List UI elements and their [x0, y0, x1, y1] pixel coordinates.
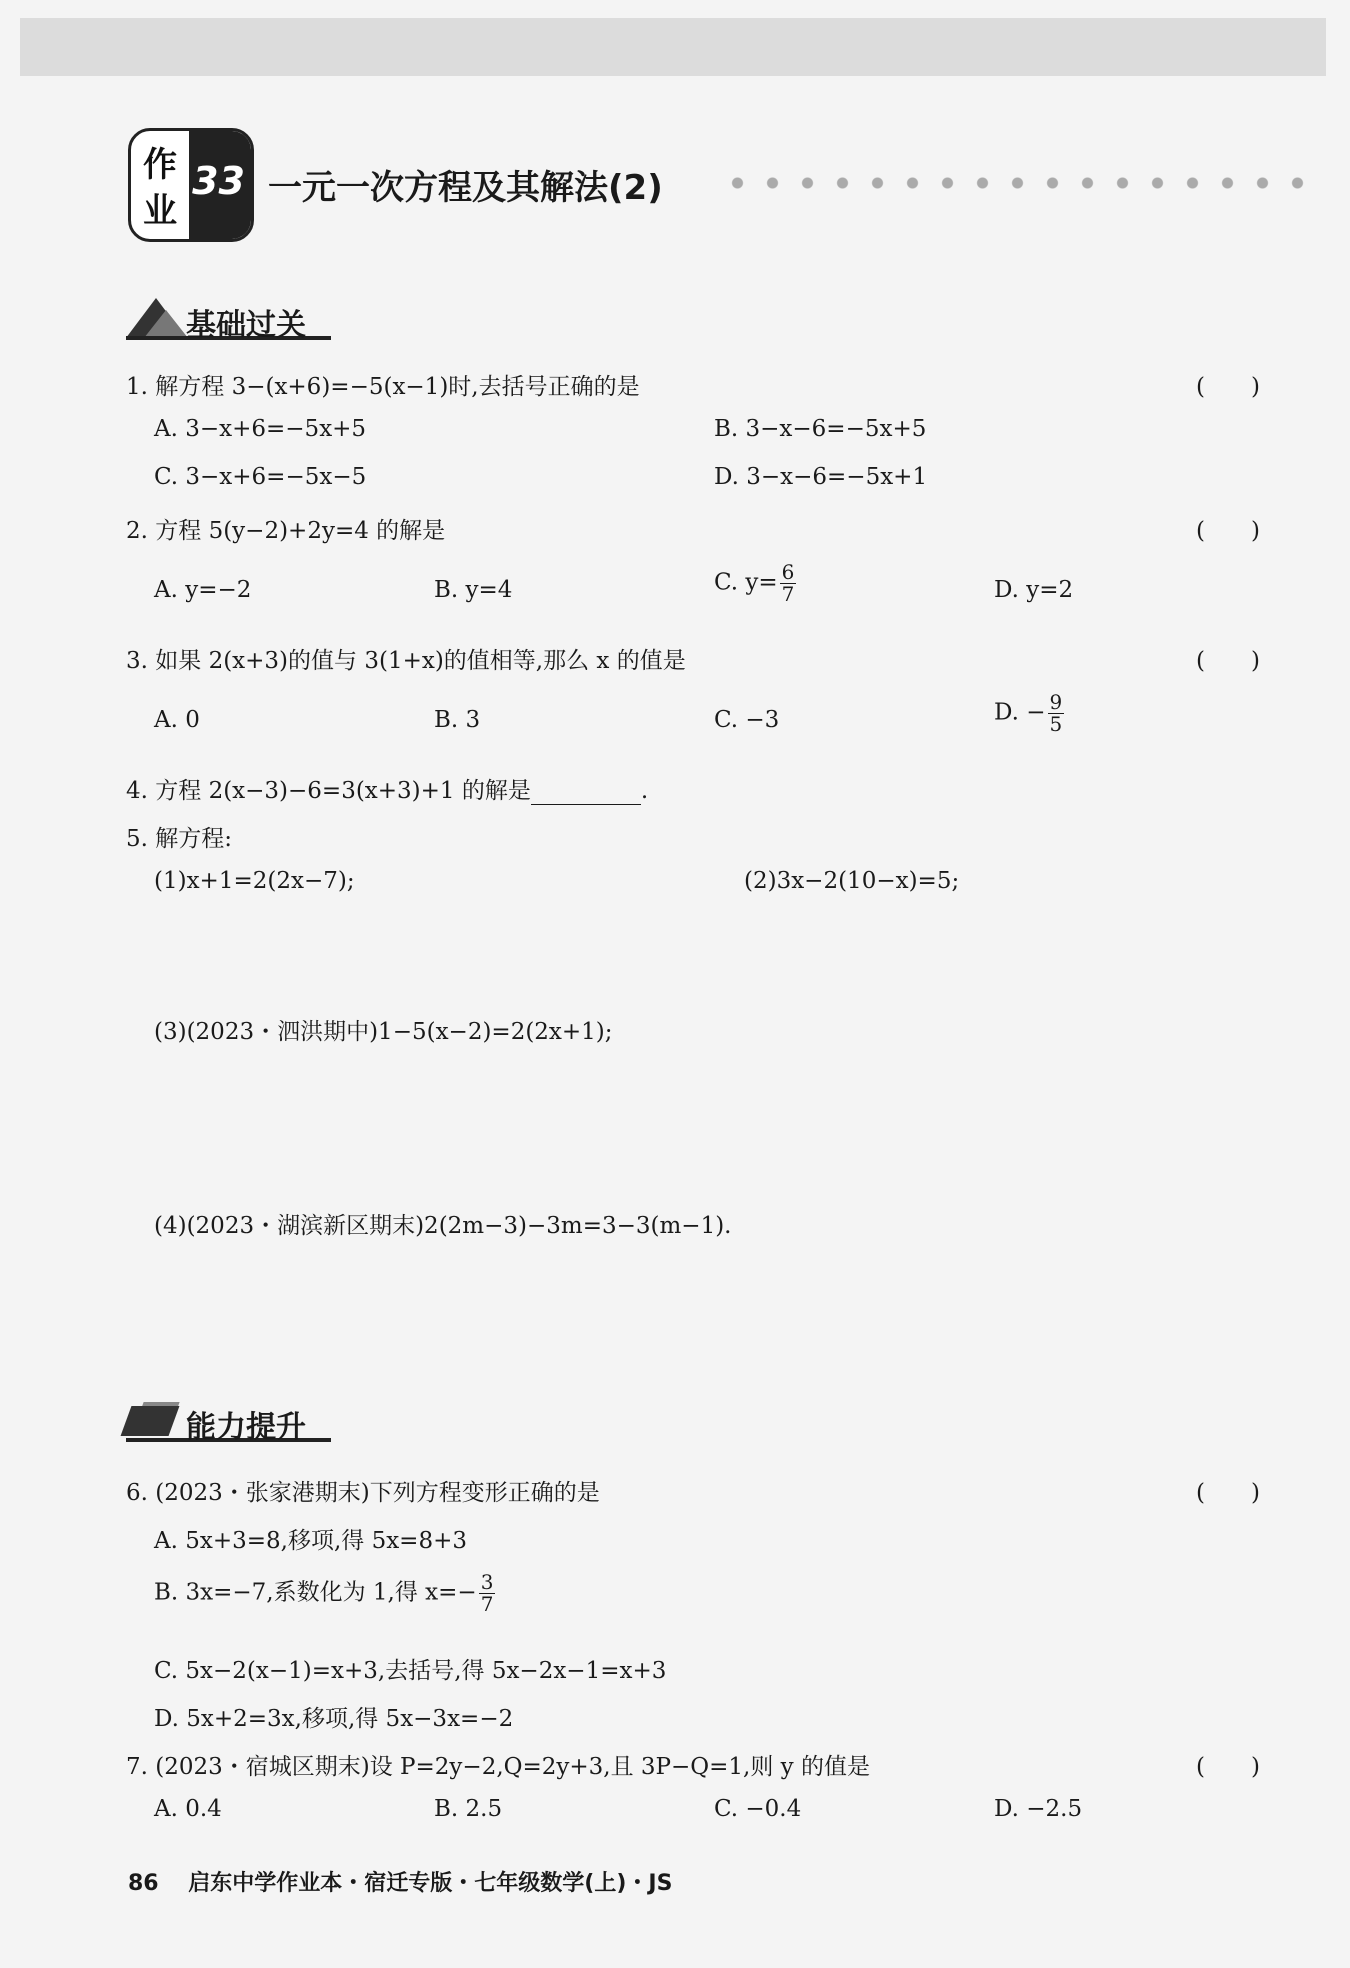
page-number: 86	[128, 1871, 159, 1896]
q3-option-d-fraction	[1048, 692, 1065, 735]
q6-option-a[interactable]: A. 5x+3=8,移项,得 5x=8+3	[154, 1528, 467, 1554]
q6-answer-paren[interactable]: ( )	[1196, 1480, 1260, 1506]
q6-option-c[interactable]: C. 5x−2(x−1)=x+3,去括号,得 5x−2x−1=x+3	[154, 1658, 667, 1684]
page-footer	[128, 1866, 672, 1897]
q2-option-c[interactable]	[714, 562, 798, 605]
triangle-icon-inner	[144, 310, 188, 338]
q6-option-b-fraction	[479, 1572, 496, 1615]
section-label: 能力提升	[186, 1410, 306, 1445]
q2-option-c-fraction	[780, 562, 797, 605]
q1-option-d[interactable]: D. 3−x−6=−5x+1	[714, 464, 928, 490]
q7-option-a[interactable]: A. 0.4	[154, 1796, 222, 1822]
q4-stem: 4. 方程 2(x−3)−6=3(x+3)+1 的解是	[126, 778, 531, 804]
q2-option-a[interactable]: A. y=−2	[154, 577, 252, 603]
q6-b-numerator: 3	[480, 1570, 494, 1594]
q6-option-b-prefix: B. 3x=−7,系数化为 1,得 x=−	[154, 1579, 477, 1606]
q3-option-c[interactable]: C. −3	[714, 707, 780, 733]
q7-stem: 7. (2023・宿城区期末)设 P=2y−2,Q=2y+3,且 3P−Q=1,则 y 的值是	[126, 1754, 870, 1780]
q1-answer-paren[interactable]: ( )	[1196, 374, 1260, 400]
q3-option-d-prefix: D. −	[994, 699, 1046, 726]
q7-answer-paren[interactable]: ( )	[1196, 1754, 1260, 1780]
q3-stem: 3. 如果 2(x+3)的值与 3(1+x)的值相等,那么 x 的值是	[126, 648, 686, 674]
q5-stem: 5. 解方程:	[126, 826, 233, 852]
title-dots-decoration	[720, 176, 1320, 190]
q1-option-b[interactable]: B. 3−x−6=−5x+5	[714, 416, 927, 442]
block-icon	[121, 1406, 180, 1436]
footer-book-title: 启东中学作业本・宿迁专版・七年级数学(上)・JS	[188, 1871, 673, 1896]
badge-zuo: 作	[143, 145, 177, 185]
section-header-basic	[126, 300, 346, 343]
q5-part-1: (1)x+1=2(2x−7);	[154, 868, 355, 894]
q7-option-d[interactable]: D. −2.5	[994, 1796, 1083, 1822]
q5-part-2: (2)3x−2(10−x)=5;	[744, 868, 960, 894]
q3-d-numerator: 9	[1049, 690, 1063, 714]
q5-part-3: (3)(2023・泗洪期中)1−5(x−2)=2(2x+1);	[154, 1019, 613, 1045]
q2-option-c-prefix: C. y=	[714, 569, 778, 596]
q2-stem: 2. 方程 5(y−2)+2y=4 的解是	[126, 518, 446, 544]
section-header-advanced	[126, 1402, 346, 1445]
q5-part-4: (4)(2023・湖滨新区期末)2(2m−3)−3m=3−3(m−1).	[154, 1213, 732, 1239]
q4-stem-line	[126, 772, 648, 805]
q3-option-d[interactable]	[994, 692, 1066, 735]
q3-option-b[interactable]: B. 3	[434, 707, 481, 733]
q6-option-b[interactable]	[154, 1572, 497, 1615]
q2-option-d[interactable]: D. y=2	[994, 577, 1074, 603]
q4-answer-blank[interactable]	[531, 784, 641, 805]
q4-end: .	[640, 778, 649, 804]
q2-answer-paren[interactable]: ( )	[1196, 518, 1260, 544]
q1-option-c[interactable]: C. 3−x+6=−5x−5	[154, 464, 367, 490]
q7-option-c[interactable]: C. −0.4	[714, 1796, 802, 1822]
q7-option-b[interactable]: B. 2.5	[434, 1796, 503, 1822]
scan-edge-strip	[20, 18, 1326, 76]
q3-d-denominator: 5	[1049, 712, 1063, 736]
q2-c-denominator: 7	[781, 582, 795, 606]
page-title: 一元一次方程及其解法(2)	[268, 168, 663, 208]
assignment-badge	[128, 128, 254, 242]
q2-option-b[interactable]: B. y=4	[434, 577, 513, 603]
badge-number: 33	[192, 159, 245, 203]
badge-ye: 业	[143, 191, 177, 231]
q3-answer-paren[interactable]: ( )	[1196, 648, 1260, 674]
q3-option-a[interactable]: A. 0	[154, 707, 200, 733]
q6-b-denominator: 7	[480, 1592, 494, 1616]
q6-stem: 6. (2023・张家港期末)下列方程变形正确的是	[126, 1480, 600, 1506]
q1-stem: 1. 解方程 3−(x+6)=−5(x−1)时,去括号正确的是	[126, 374, 640, 400]
q1-option-a[interactable]: A. 3−x+6=−5x+5	[154, 416, 367, 442]
q2-c-numerator: 6	[781, 560, 795, 584]
section-label: 基础过关	[186, 308, 306, 343]
q6-option-d[interactable]: D. 5x+2=3x,移项,得 5x−3x=−2	[154, 1706, 514, 1732]
